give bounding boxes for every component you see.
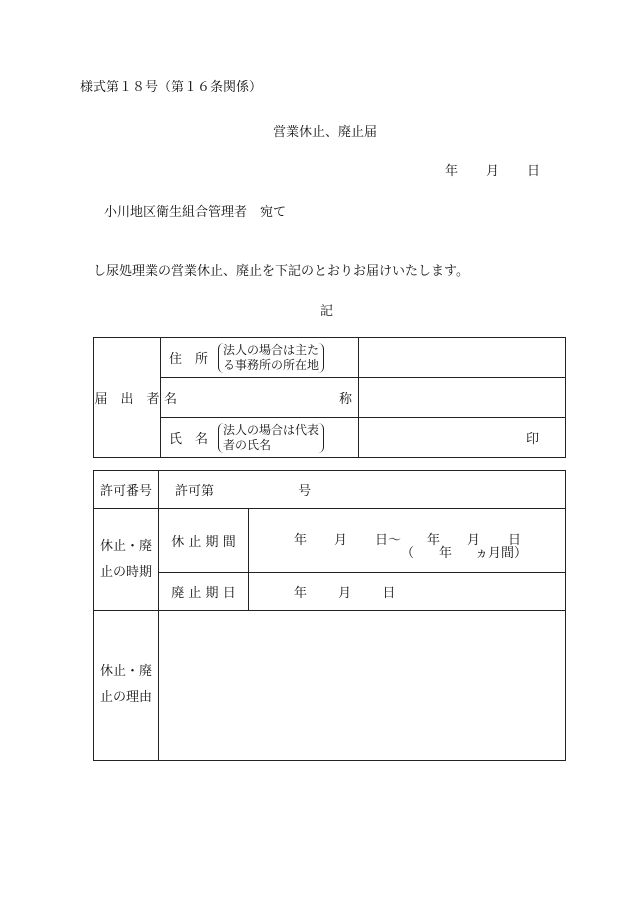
abolish-label-cell <box>159 573 249 611</box>
notifier-label <box>94 338 161 458</box>
permit-label-cell <box>94 471 159 509</box>
reason-label-cell <box>94 611 159 761</box>
seal-mark: 印 <box>525 432 539 447</box>
address-label-cell <box>161 338 359 378</box>
address-note <box>218 343 324 373</box>
reason-field[interactable] <box>159 611 566 761</box>
suspend-from-month: 月 <box>334 533 348 548</box>
body-text: し尿処理業の営業休止、廃止を下記のとおりお届けいたします。 <box>93 264 469 279</box>
suspend-to-day: 日 <box>508 533 522 548</box>
duration-year: 年 <box>439 546 453 561</box>
form-number: 様式第１８号（第１６条関係） <box>80 80 263 95</box>
abolish-year: 年 <box>294 586 308 601</box>
addressee: 小川地区衛生組合管理者 宛て <box>104 205 287 220</box>
person-note-line-1: 法人の場合は代表 <box>223 422 320 437</box>
duration-months: ヵ月間） <box>475 546 528 561</box>
reason-label-line-2: 止の理由 <box>99 690 152 705</box>
permit-field[interactable] <box>159 471 566 509</box>
name-label-2: 称 <box>338 392 352 407</box>
suspend-period-field[interactable] <box>249 509 566 573</box>
person-note <box>218 423 324 453</box>
permit-label: 許可番号 <box>99 484 152 499</box>
person-label: 氏 名 <box>169 432 209 447</box>
abolish-month: 月 <box>338 586 352 601</box>
person-label-cell <box>161 418 359 458</box>
person-note-line-2: 者の氏名 <box>223 437 272 452</box>
address-field[interactable] <box>359 338 566 378</box>
reason-label-line-1: 休止・廃 <box>99 664 152 679</box>
suspend-label: 休 止 期 間 <box>171 535 236 550</box>
duration-open: （ <box>401 546 415 561</box>
suspend-label-cell <box>159 509 249 573</box>
address-note-line-1: 法人の場合は主た <box>223 342 320 357</box>
address-note-line-2: る事務所の所在地 <box>223 357 320 372</box>
ki-label: 記 <box>320 304 334 319</box>
date-month: 月 <box>486 164 500 179</box>
abolish-label: 廃 止 期 日 <box>171 586 236 601</box>
person-field[interactable] <box>359 418 566 458</box>
date-year: 年 <box>445 164 459 179</box>
abolish-date-field[interactable] <box>249 573 566 611</box>
date-day: 日 <box>527 164 541 179</box>
suspend-to-year: 年 <box>427 533 441 548</box>
name-label-1: 名 <box>164 392 178 407</box>
permit-suffix: 号 <box>298 484 312 499</box>
suspend-from-year: 年 <box>294 533 308 548</box>
address-label: 住 所 <box>169 352 209 367</box>
name-label-cell <box>161 378 359 418</box>
name-field[interactable] <box>359 378 566 418</box>
abolish-day: 日 <box>382 586 396 601</box>
details-table <box>93 470 566 761</box>
form-title: 営業休止、廃止届 <box>273 125 378 140</box>
suspend-to-month: 月 <box>467 533 481 548</box>
permit-prefix: 許可第 <box>175 484 215 499</box>
period-label-cell <box>94 509 159 611</box>
period-label-line-2: 止の時期 <box>99 564 152 580</box>
suspend-from-day: 日～ <box>375 533 402 548</box>
period-label-line-1: 休止・廃 <box>99 538 152 554</box>
notifier-label-text: 届 出 者 <box>94 392 160 407</box>
notifier-table <box>93 337 566 458</box>
